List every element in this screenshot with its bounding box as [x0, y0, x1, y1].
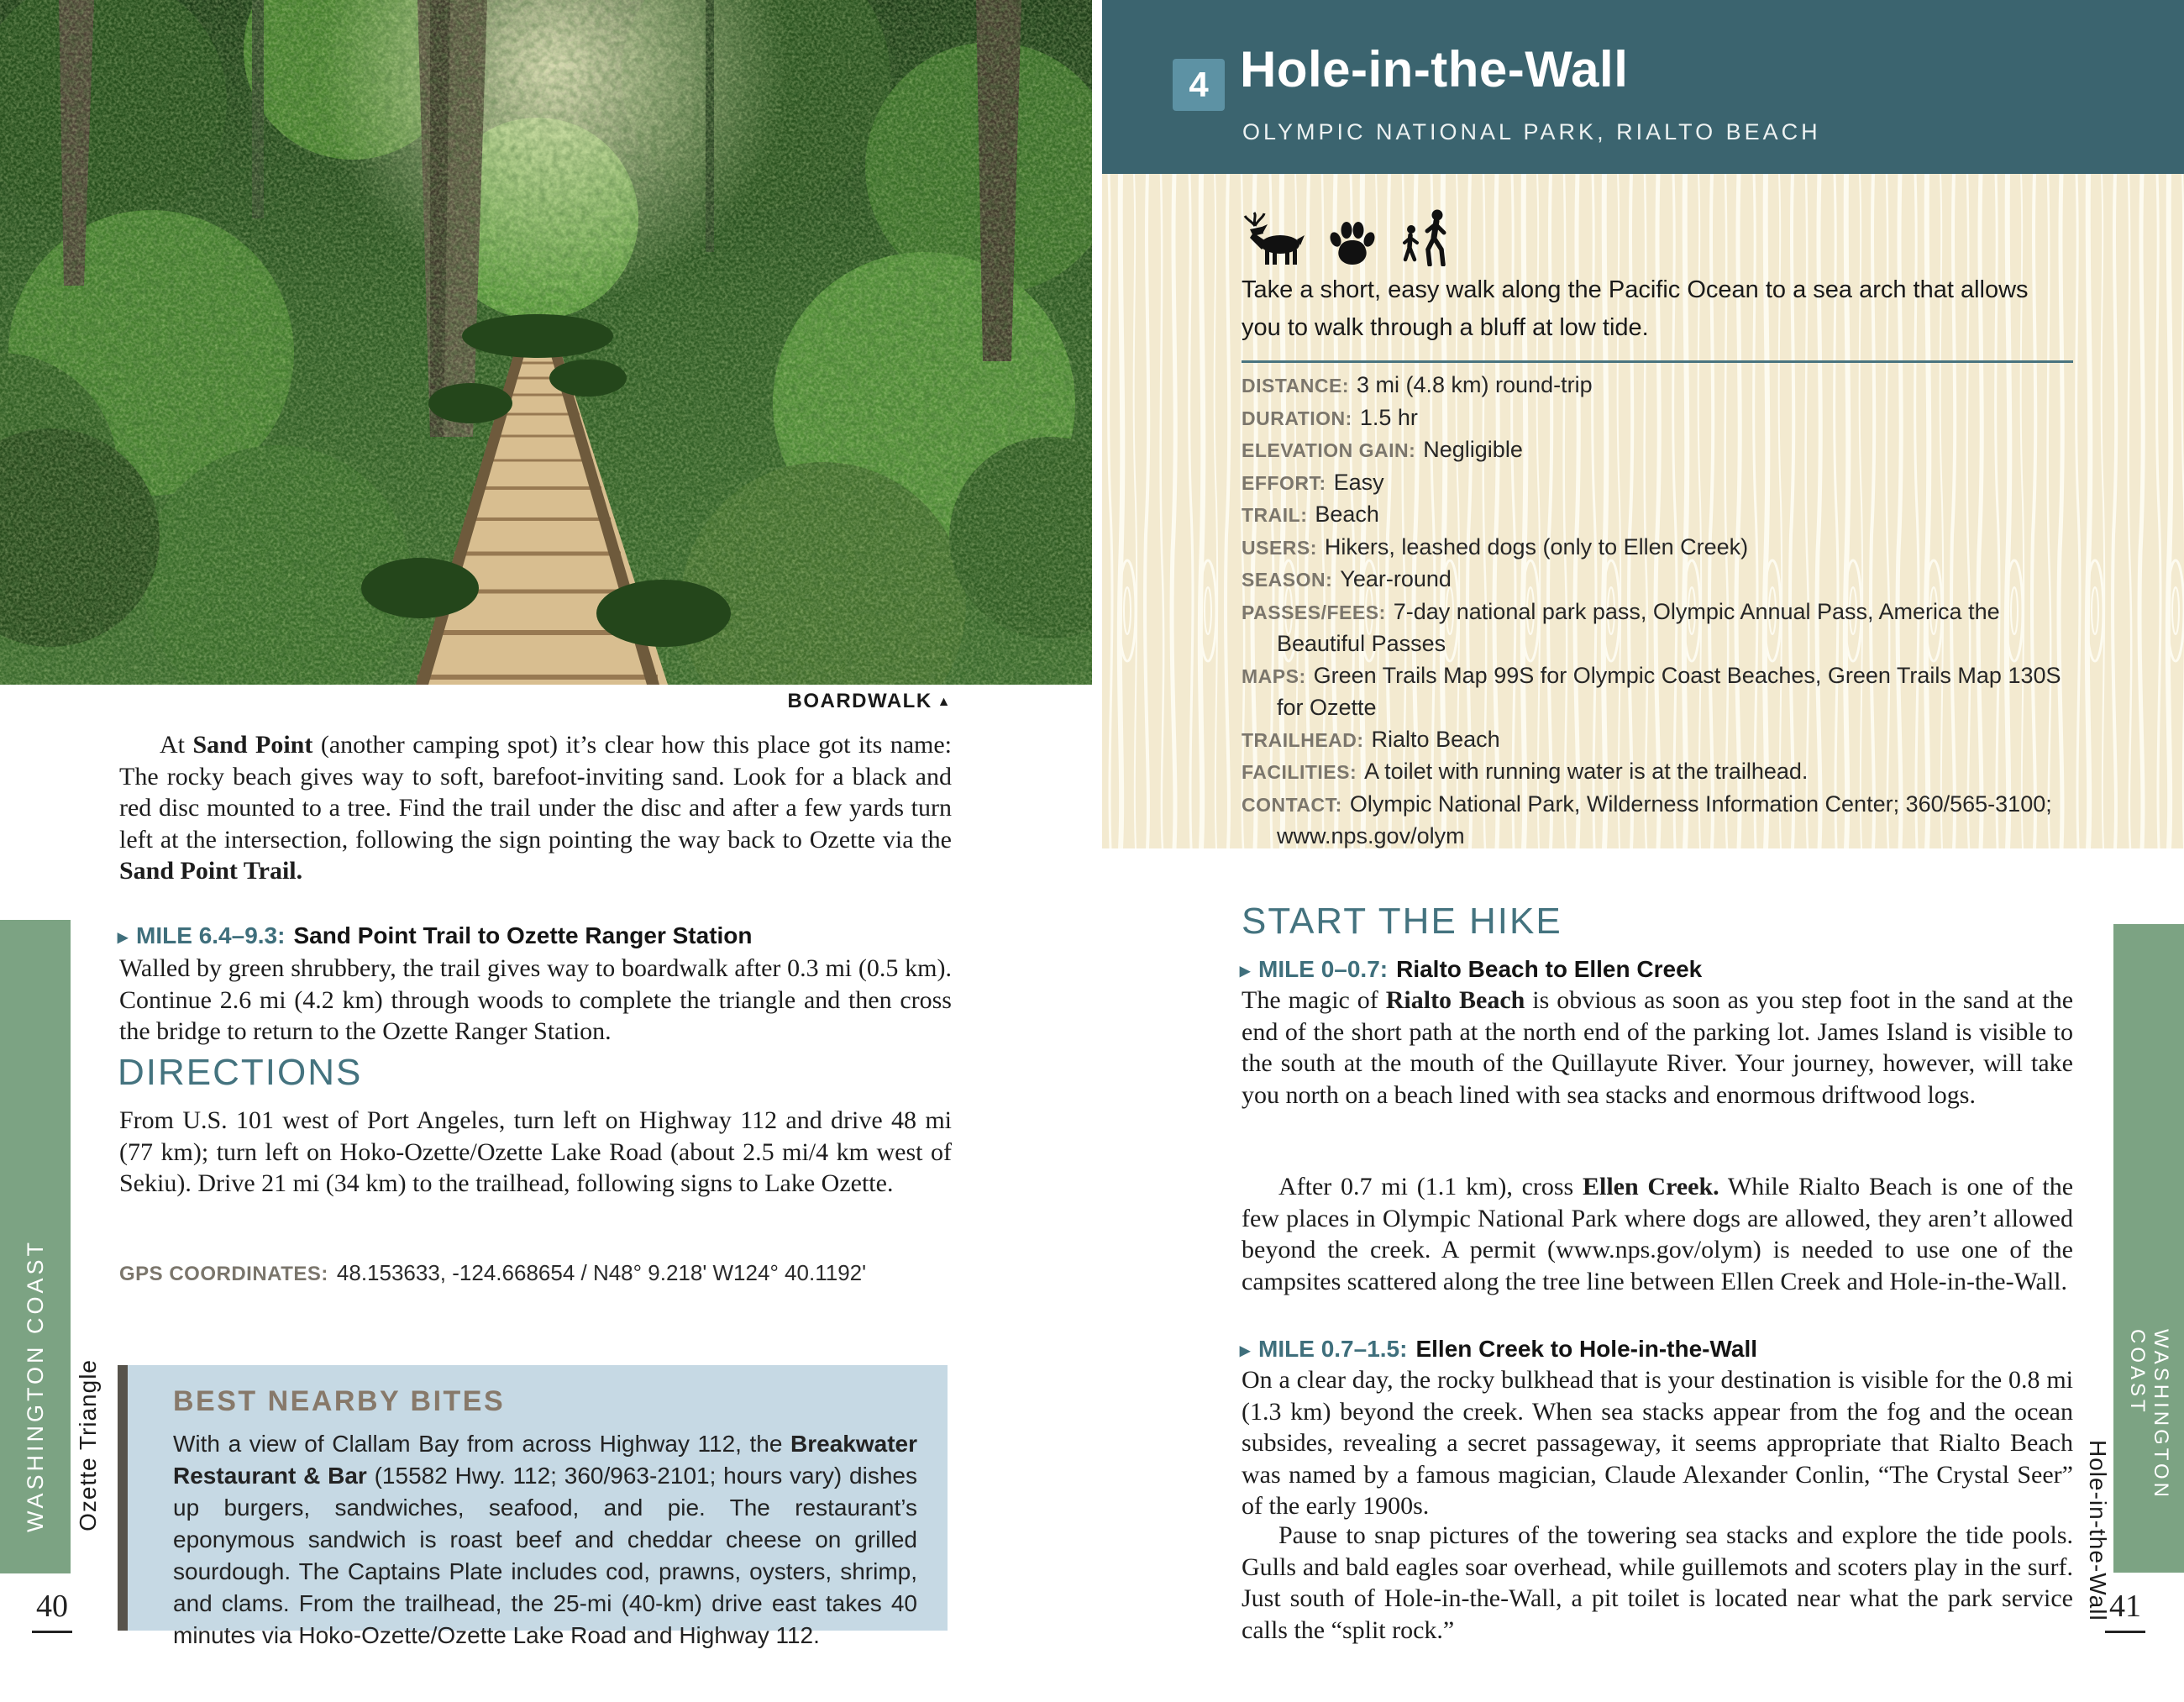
stat-value: 7-day national park pass, Olympic Annual Pass, America the Beautiful Passes: [1277, 598, 2000, 656]
page-number: 40: [32, 1588, 72, 1633]
stat-value: Year-round: [1340, 566, 1452, 591]
region-tab-right-label: WASHINGTON COAST: [2126, 1329, 2172, 1501]
text-segment-bold: Ellen Creek.: [1582, 1173, 1719, 1200]
start-the-hike-heading: START THE HIKE: [1242, 901, 1562, 942]
mile-heading: [118, 922, 753, 949]
stat-label: TRAIL:: [1242, 504, 1308, 526]
hike-paragraph: Pause to snap pictures of the towering sea stacks and explore the tide pools. Gulls and bald eagles soar overhead, while guillemots and scoters play in the surf. Just south of Hole-in-the-Wall, a pit toilet is located near what the park service calls the “split rock.”: [1242, 1521, 2073, 1644]
hike-number-badge: 4: [1173, 59, 1225, 111]
stat-value: Olympic National Park, Wilderness Information Center; 360/565-3100; www.nps.gov/olym: [1277, 791, 2052, 848]
stat-row: [1242, 467, 2082, 500]
stat-row: [1242, 756, 2082, 789]
mile-paragraph: Walled by green shrubbery, the trail gives way to boardwalk after 0.3 mi (0.5 km). Continue 2.6 mi (4.2 km) through woods to complete the triangle and then cross the bridge to return to the Ozette Ranger Station.: [119, 954, 952, 1045]
bites-heading: BEST NEARBY BITES: [173, 1385, 506, 1417]
region-tab-left: [0, 1210, 71, 1563]
text-segment-bold: Rialto Beach: [1385, 986, 1525, 1014]
stat-label: ELEVATION GAIN:: [1242, 439, 1416, 461]
stat-label: MAPS:: [1242, 665, 1306, 687]
mile-range: MILE 6.4–9.3:: [136, 922, 286, 948]
hike-intro: Take a short, easy walk along the Pacific Ocean to a sea arch that allows you to walk through a bluff at low tide.: [1242, 276, 2029, 341]
mile-heading: [1240, 956, 1702, 983]
gps-coordinates: [119, 1260, 959, 1286]
hike-paragraph: [1242, 985, 2073, 1111]
stat-label: DISTANCE:: [1242, 375, 1350, 397]
stat-label: USERS:: [1242, 536, 1317, 559]
paw-icon: [1329, 214, 1376, 266]
caption-arrow-icon: ▲: [937, 695, 952, 709]
stat-row: [1242, 370, 2082, 402]
stat-value: Negligible: [1423, 437, 1523, 462]
mile-range: MILE 0–0.7:: [1258, 956, 1389, 982]
trail-tab-left-label: Ozette Triangle: [75, 1358, 101, 1531]
photo-caption: [119, 690, 952, 713]
stat-value: Rialto Beach: [1371, 726, 1500, 752]
directions-paragraph: From U.S. 101 west of Port Angeles, turn left on Highway 112 and drive 48 mi (77 km); turn left on Hoko-Ozette/Ozette Lake Road (about 2.5 mi/4 km west of Sekiu). Drive 21 mi (34 km) to the trailhead, following signs to Lake Ozette.: [119, 1106, 952, 1197]
best-nearby-bites-box: [118, 1365, 948, 1648]
hike-title: Hole-in-the-Wall: [1240, 41, 1629, 97]
stat-label: EFFORT:: [1242, 471, 1326, 494]
mile-range: MILE 0.7–1.5:: [1258, 1336, 1408, 1362]
forest-boardwalk-illustration: [0, 0, 1092, 685]
text-segment: After 0.7 mi (1.1 km), cross: [1278, 1173, 1583, 1200]
page-number: 41: [2105, 1588, 2145, 1633]
stat-label: SEASON:: [1242, 569, 1333, 591]
stat-value: 3 mi (4.8 km) round-trip: [1357, 372, 1593, 397]
stat-row: [1242, 434, 2082, 467]
stat-row: [1242, 789, 2082, 849]
stats-list: [1242, 370, 2082, 848]
text-segment: With a view of Clallam Bay from across Highway 112, the: [173, 1431, 791, 1457]
stat-row: [1242, 596, 2082, 660]
hikers-icon: [1399, 209, 1452, 266]
stat-label: CONTACT:: [1242, 793, 1342, 816]
trail-feature-icons: [1242, 209, 1452, 266]
triangle-marker-icon: ▸: [1240, 1339, 1251, 1362]
text-segment: is obvious as soon as you step foot in the sand at the end of the short path at the north end of the parking lot. James Island is visible to the south at the mouth of the Quillayute River. Your journey, however, will take you north on a beach lined with sea stacks and enormous driftwood logs.: [1242, 986, 2074, 1109]
stat-row: [1242, 724, 2082, 757]
hike-paragraph: [1242, 1171, 2073, 1297]
stat-value: Beach: [1315, 502, 1379, 527]
text-segment: At: [160, 731, 193, 759]
stat-value: Hikers, leashed dogs (only to Ellen Creek): [1324, 533, 1749, 559]
bites-body: [173, 1428, 917, 1652]
gps-label: GPS COORDINATES:: [119, 1263, 328, 1285]
trail-tab-right-label: Hole-in-the-Wall: [2085, 1440, 2111, 1621]
region-tab-right: [2113, 1329, 2184, 1566]
gps-value: 48.153633, -124.668654 / N48° 9.218' W124° 40.1192': [336, 1260, 867, 1285]
mile-title: Sand Point Trail to Ozette Ranger Station: [293, 922, 753, 948]
photo-caption-label: BOARDWALK: [787, 690, 932, 712]
sand-point-paragraph: [119, 729, 952, 887]
section-divider: [1242, 360, 2073, 363]
hike-info-panel: [1102, 174, 2184, 848]
mile-heading: [1240, 1336, 1757, 1363]
stat-label: DURATION:: [1242, 407, 1352, 429]
deer-icon: [1242, 211, 1305, 266]
stat-value: Green Trails Map 99S for Olympic Coast Beaches, Green Trails Map 130S for Ozette: [1277, 662, 2061, 720]
text-segment: (15582 Hwy. 112; 360/963-2101; hours vary) dishes up burgers, sandwiches, seafood, and pie. The restaurant’s eponymous sandwich is roast beef and cheddar cheese on grilled sourdough. The Captains Plate includes cod, prawns, oysters, shrimp, and clams. From the trailhead, the 25-mi (40-km) drive east takes 40 minutes via Hoko-Ozette/Ozette Lake Road and Highway 112.: [173, 1463, 917, 1648]
trail-photo: [0, 0, 1092, 685]
stat-label: PASSES/FEES:: [1242, 601, 1386, 623]
stat-row: [1242, 660, 2082, 724]
triangle-marker-icon: ▸: [1240, 959, 1251, 982]
region-tab-left-label: WASHINGTON COAST: [22, 1239, 48, 1533]
stat-value: Easy: [1333, 469, 1384, 495]
stat-row: [1242, 564, 2082, 596]
stat-row: [1242, 532, 2082, 565]
text-segment: While Rialto Beach is one of the few places in Olympic National Park where dogs are allowed, they aren’t allowed beyond the creek. A permit (www.nps.gov/olym) is needed to use one of the campsites scattered along the tree line between Ellen Creek and Hole-in-the-Wall.: [1242, 1173, 2074, 1295]
text-segment-bold: Breakwater Restaurant & Bar: [173, 1431, 917, 1489]
hike-paragraph: On a clear day, the rocky bulkhead that is your destination is visible for the 0.8 mi (1.3 km) beyond the creek. When sea stacks appear from the fog and the ocean subsides, revealing a secret passageway, it seems appropriate that Rialto Beach was named by a famous magician, Claude Alexander Conlin, “The Crystal Seer” of the early 1900s.: [1242, 1366, 2073, 1520]
trail-tab-left: [71, 1326, 106, 1564]
stat-value: 1.5 hr: [1359, 404, 1418, 430]
stat-value: A toilet with running water is at the trailhead.: [1364, 759, 1809, 784]
mile-title: Ellen Creek to Hole-in-the-Wall: [1415, 1336, 1758, 1362]
text-segment-bold: Sand Point Trail.: [119, 857, 303, 885]
mile-title: Rialto Beach to Ellen Creek: [1396, 956, 1703, 982]
directions-heading: DIRECTIONS: [118, 1052, 363, 1093]
stat-row: [1242, 402, 2082, 435]
text-segment: The magic of: [1242, 986, 1386, 1014]
text-segment: (another camping spot) it’s clear how this place got its name: The rocky beach gives way to soft, barefoot-inviting sand. Look for a black and red disc mounted to a tree. Find the trail under the disc and after a few yards turn left at the intersection, following the sign pointing the way back to Ozette via the: [119, 731, 953, 854]
triangle-marker-icon: ▸: [118, 926, 129, 948]
stat-row: [1242, 499, 2082, 532]
hike-subtitle: OLYMPIC NATIONAL PARK, RIALTO BEACH: [1242, 119, 1821, 144]
stat-label: FACILITIES:: [1242, 761, 1357, 783]
stat-label: TRAILHEAD:: [1242, 728, 1364, 751]
text-segment-bold: Sand Point: [192, 731, 313, 759]
